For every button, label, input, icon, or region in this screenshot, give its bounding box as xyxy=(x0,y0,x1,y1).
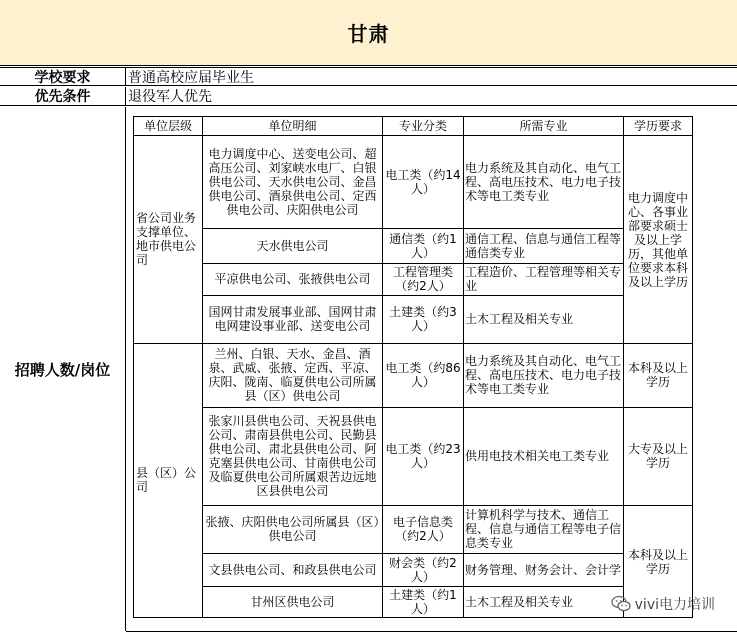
unit-detail: 电力调度中心、送变电公司、超高压公司、刘家峡水电厂、白银供电公司、天水供电公司、金昌供电公司、酒泉供电公司、定西供电公司、庆阳供电公司 xyxy=(208,147,377,217)
grid-line xyxy=(382,117,383,617)
education-requirement: 大专及以上学历 xyxy=(627,442,688,470)
page-title: 甘肃 xyxy=(347,22,390,46)
grid-line xyxy=(202,117,203,617)
grid-line xyxy=(202,553,623,554)
grid-line xyxy=(202,407,692,408)
major-category: 电工类（约86人） xyxy=(385,361,461,389)
major-category: 通信类（约1人） xyxy=(389,231,457,260)
required-majors: 电力系统及其自动化、电气工程、高电压技术、电力电子技术等电工类专业 xyxy=(465,354,622,396)
required-majors: 计算机科学与技术、通信工程、信息与通信工程等电子信息类专业 xyxy=(465,508,622,550)
watermark-text: vivi电力培训 xyxy=(634,597,715,613)
grid-line xyxy=(134,135,692,136)
watermark xyxy=(611,593,715,615)
col-header-detail: 单位明细 xyxy=(268,119,317,133)
unit-detail: 文县供电公司、和政县供电公司 xyxy=(208,562,377,577)
col-header-education: 学历要求 xyxy=(633,119,682,133)
school-requirement-label: 学校要求 xyxy=(0,68,126,85)
grid-line xyxy=(623,117,624,617)
required-majors: 财务管理、财务会计、会计学 xyxy=(465,562,622,577)
required-majors: 工程造价、工程管理等相关专业 xyxy=(465,265,622,293)
unit-detail: 国网甘肃发展事业部、国网甘肃电网建设事业部、送变电公司 xyxy=(208,305,377,333)
grid-line xyxy=(202,228,623,229)
grid-line xyxy=(463,117,464,617)
major-category: 土建类（约3人） xyxy=(389,305,457,333)
education-requirement: 电力调度中心、各事业部要求硕士及以上学历，其他单位要求本科及以上学历 xyxy=(627,190,688,289)
priority-value: 退役军人优先 xyxy=(128,89,212,105)
unit-detail: 天水供电公司 xyxy=(256,238,329,253)
major-category: 工程管理类（约2人） xyxy=(392,265,453,293)
wechat-icon xyxy=(611,595,631,613)
major-category: 土建类（约1人） xyxy=(389,588,457,616)
required-majors: 供用电技术相关电工类专业 xyxy=(465,449,610,463)
unit-detail: 张掖、庆阳供电公司所属县（区）供电公司 xyxy=(205,515,380,543)
unit-detail: 张家川县供电公司、天祝县供电公司、肃南县供电公司、民勤县供电公司、肃北县供电公司、阿克塞县供电公司、甘南供电公司及临夏供电公司所属艰苦边远地区县供电公司 xyxy=(208,414,377,498)
education-requirement: 本科及以上学历 xyxy=(627,361,688,389)
title-banner xyxy=(0,0,737,66)
required-majors: 土木工程及相关专业 xyxy=(465,595,574,609)
col-header-level: 单位层级 xyxy=(143,119,192,133)
level-provincial: 省公司业务支撑单位、地市供电公司 xyxy=(136,211,197,267)
level-county: 县（区）公司 xyxy=(136,466,197,494)
required-majors: 通信工程、信息与通信工程等通信类专业 xyxy=(465,231,622,260)
unit-detail: 甘州区供电公司 xyxy=(250,595,335,609)
grid-line xyxy=(134,343,692,344)
school-requirement-row xyxy=(0,67,737,86)
required-majors: 土木工程及相关专业 xyxy=(465,312,574,326)
col-header-majors: 所需专业 xyxy=(519,119,568,133)
major-category: 电子信息类（约2人） xyxy=(392,515,453,543)
recruitment-label: 招聘人数/岗位 xyxy=(0,107,126,631)
grid-line xyxy=(202,295,623,296)
school-requirement-value: 普通高校应届毕业生 xyxy=(128,69,254,86)
positions-table xyxy=(133,116,693,618)
bottom-border xyxy=(126,631,737,632)
unit-detail: 兰州、白银、天水、金昌、酒泉、武威、张掖、定西、平凉、庆阳、陇南、临夏供电公司所属县（区）供电公司 xyxy=(208,347,377,403)
priority-label: 优先条件 xyxy=(0,87,126,105)
major-category: 电工类（约14人） xyxy=(385,168,461,196)
unit-detail: 平凉供电公司、张掖供电公司 xyxy=(214,272,371,286)
required-majors: 电力系统及其自动化、电气工程、高电压技术、电力电子技术等电工类专业 xyxy=(465,161,622,203)
major-category: 财会类（约2人） xyxy=(389,555,457,584)
grid-line xyxy=(202,586,623,587)
priority-row xyxy=(0,87,737,106)
grid-line xyxy=(202,505,692,506)
grid-line xyxy=(202,263,623,264)
col-header-category: 专业分类 xyxy=(398,119,447,133)
major-category: 电工类（约23人） xyxy=(385,442,461,470)
education-requirement: 本科及以上学历 xyxy=(627,547,688,576)
